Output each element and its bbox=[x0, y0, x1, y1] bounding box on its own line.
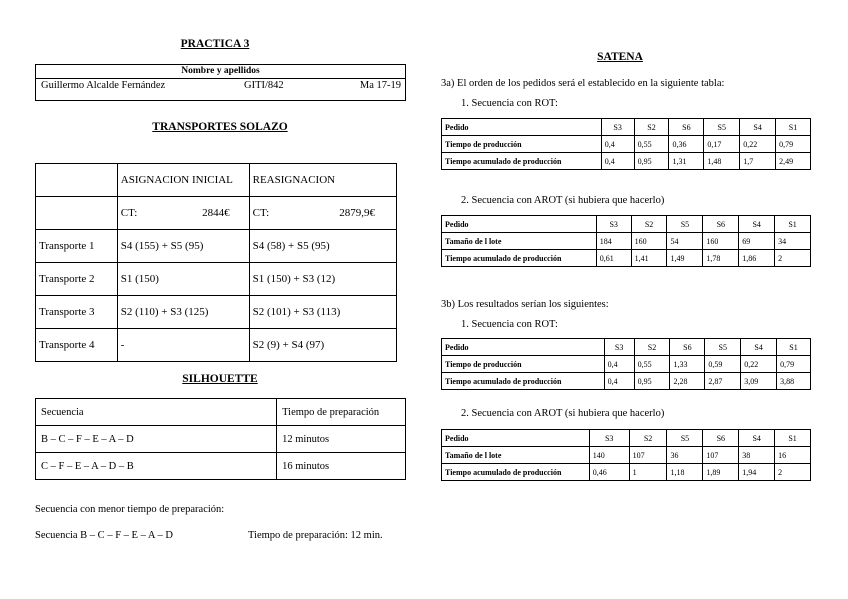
table-cell: 0,55 bbox=[634, 136, 669, 153]
table-cell: S3 bbox=[596, 216, 631, 233]
table-cell: 2,28 bbox=[670, 373, 705, 390]
rot-label: 1. Secuencia con ROT: bbox=[461, 319, 558, 330]
table-cell: 54 bbox=[667, 233, 703, 250]
transportes-table bbox=[35, 163, 397, 362]
table-cell: Tiempo acumulado de producción bbox=[442, 464, 590, 481]
table-cell: 3,88 bbox=[777, 373, 811, 390]
table-cell: 1,48 bbox=[704, 153, 740, 170]
col-secuencia: Secuencia bbox=[36, 399, 277, 426]
transport-reassign: S2 (9) + S4 (97) bbox=[249, 329, 396, 362]
col-asignacion-inicial: ASIGNACION INICIAL bbox=[117, 164, 249, 197]
student-name: Guillermo Alcalde Fernández bbox=[41, 80, 166, 91]
transport-initial: S4 (155) + S5 (95) bbox=[117, 230, 249, 263]
silhouette-title: SILHOUETTE bbox=[182, 373, 258, 385]
table-row bbox=[442, 373, 811, 390]
table-cell: Tiempo de producción bbox=[442, 356, 605, 373]
table-cell: 0,95 bbox=[634, 153, 669, 170]
table-cell: 0,79 bbox=[776, 136, 811, 153]
table-cell: 1,31 bbox=[669, 153, 704, 170]
table-cell: S6 bbox=[670, 339, 705, 356]
table-row bbox=[36, 426, 406, 453]
table-cell: S5 bbox=[667, 216, 703, 233]
table-cell: 140 bbox=[589, 447, 629, 464]
transport-initial: S2 (110) + S3 (125) bbox=[117, 296, 249, 329]
table-cell: S5 bbox=[704, 119, 740, 136]
transportes-title: TRANSPORTES SOLAZO bbox=[152, 121, 288, 133]
table-cell: 0,61 bbox=[596, 250, 631, 267]
table-row bbox=[442, 250, 811, 267]
table-row bbox=[442, 216, 811, 233]
table-cell: S6 bbox=[703, 216, 739, 233]
table-cell: S2 bbox=[631, 216, 667, 233]
table-cell: 0,36 bbox=[669, 136, 704, 153]
summary-label: Secuencia con menor tiempo de preparación: bbox=[35, 504, 225, 515]
table-cell: 34 bbox=[775, 233, 811, 250]
table-cell: S1 bbox=[776, 119, 811, 136]
ct-label: CT: bbox=[252, 207, 270, 219]
table-cell: 0,22 bbox=[741, 356, 777, 373]
table-row bbox=[442, 339, 811, 356]
rot-label: 1. Secuencia con ROT: bbox=[461, 98, 558, 109]
rot-table-b bbox=[441, 338, 811, 390]
table-cell: 0,95 bbox=[634, 373, 670, 390]
table-row bbox=[36, 296, 397, 329]
table-cell: 1,94 bbox=[739, 464, 775, 481]
intro-3a: 3a) El orden de los pedidos será el establecido en la siguiente tabla: bbox=[441, 78, 725, 89]
practica-title: PRACTICA 3 bbox=[180, 38, 250, 50]
table-cell: S5 bbox=[705, 339, 741, 356]
table-cell: 16 bbox=[775, 447, 811, 464]
table-row bbox=[442, 430, 811, 447]
table-cell: Pedido bbox=[442, 339, 605, 356]
table-row bbox=[442, 119, 811, 136]
table-cell: 1,86 bbox=[739, 250, 775, 267]
table-cell: 107 bbox=[703, 447, 739, 464]
table-row bbox=[442, 136, 811, 153]
best-time: Tiempo de preparación: 12 min. bbox=[248, 530, 383, 541]
table-cell: 2 bbox=[775, 464, 811, 481]
table-cell: 1 bbox=[629, 464, 667, 481]
table-cell: 1,33 bbox=[670, 356, 705, 373]
transport-name: Transporte 2 bbox=[36, 263, 118, 296]
col-tiempo-preparacion: Tiempo de preparación bbox=[277, 399, 406, 426]
sequence: B – C – F – E – A – D bbox=[36, 426, 277, 453]
prep-time: 12 minutos bbox=[277, 426, 406, 453]
table-cell: Pedido bbox=[442, 119, 602, 136]
table-cell: 2,49 bbox=[776, 153, 811, 170]
table-cell: Tiempo acumulado de producción bbox=[442, 250, 597, 267]
col-reasignacion: REASIGNACION bbox=[249, 164, 396, 197]
transport-reassign: S1 (150) + S3 (12) bbox=[249, 263, 396, 296]
table-cell: S4 bbox=[741, 339, 777, 356]
table-cell: 1,18 bbox=[667, 464, 703, 481]
rot-table-a bbox=[441, 118, 811, 170]
table-cell: 38 bbox=[739, 447, 775, 464]
satena-title: SATENA bbox=[597, 51, 643, 63]
table-row bbox=[36, 164, 397, 197]
table-cell: Pedido bbox=[442, 216, 597, 233]
student-info-header: Nombre y apellidos bbox=[36, 65, 405, 79]
table-row bbox=[36, 399, 406, 426]
table-cell: 0,4 bbox=[604, 356, 634, 373]
table-cell: 0,46 bbox=[589, 464, 629, 481]
table-cell: 160 bbox=[631, 233, 667, 250]
table-cell: S4 bbox=[739, 430, 775, 447]
table-cell: 0,4 bbox=[604, 373, 634, 390]
arot-table-b bbox=[441, 429, 811, 481]
table-cell: S3 bbox=[604, 339, 634, 356]
student-group: GITI/842 bbox=[244, 80, 284, 91]
table-row bbox=[442, 356, 811, 373]
table-cell: 2 bbox=[775, 250, 811, 267]
table-cell: 0,22 bbox=[740, 136, 776, 153]
table-cell: 184 bbox=[596, 233, 631, 250]
transport-name: Transporte 4 bbox=[36, 329, 118, 362]
ct-label: CT: bbox=[120, 207, 138, 219]
arot-table-a bbox=[441, 215, 811, 267]
table-row bbox=[442, 153, 811, 170]
transport-initial: - bbox=[117, 329, 249, 362]
table-cell: 0,55 bbox=[634, 356, 670, 373]
table-cell: S2 bbox=[629, 430, 667, 447]
table-row bbox=[36, 197, 397, 230]
table-cell: Tiempo acumulado de producción bbox=[442, 153, 602, 170]
table-cell: S4 bbox=[739, 216, 775, 233]
table-row bbox=[36, 263, 397, 296]
table-cell: S6 bbox=[703, 430, 739, 447]
table-cell: Tiempo acumulado de producción bbox=[442, 373, 605, 390]
ct-initial-value: 2844€ bbox=[202, 207, 230, 219]
table-row bbox=[442, 447, 811, 464]
table-row bbox=[36, 230, 397, 263]
student-info-box bbox=[35, 64, 406, 101]
table-cell: Tamaño de l lote bbox=[442, 447, 590, 464]
transport-name: Transporte 1 bbox=[36, 230, 118, 263]
table-row bbox=[442, 233, 811, 250]
table-cell: 160 bbox=[703, 233, 739, 250]
table-row bbox=[36, 453, 406, 480]
table-cell: 1,41 bbox=[631, 250, 667, 267]
ct-reassign-value: 2879,9€ bbox=[339, 207, 375, 219]
table-cell: S3 bbox=[589, 430, 629, 447]
table-row bbox=[36, 329, 397, 362]
student-schedule: Ma 17-19 bbox=[359, 80, 401, 91]
best-sequence: Secuencia B – C – F – E – A – D bbox=[35, 530, 173, 541]
sequence: C – F – E – A – D – B bbox=[36, 453, 277, 480]
table-cell: S2 bbox=[634, 119, 669, 136]
table-cell: 0,4 bbox=[601, 153, 634, 170]
table-cell: Pedido bbox=[442, 430, 590, 447]
arot-label: 2. Secuencia con AROT (si hubiera que hacerlo) bbox=[461, 408, 665, 419]
transport-name: Transporte 3 bbox=[36, 296, 118, 329]
table-cell: 0,79 bbox=[777, 356, 811, 373]
table-cell: 107 bbox=[629, 447, 667, 464]
table-cell: 1,49 bbox=[667, 250, 703, 267]
table-cell: S1 bbox=[775, 430, 811, 447]
table-cell: S1 bbox=[777, 339, 811, 356]
arot-label: 2. Secuencia con AROT (si hubiera que hacerlo) bbox=[461, 195, 665, 206]
table-cell: 1,78 bbox=[703, 250, 739, 267]
silhouette-table bbox=[35, 398, 406, 480]
table-cell: Tiempo de producción bbox=[442, 136, 602, 153]
table-cell: S3 bbox=[601, 119, 634, 136]
table-cell: S6 bbox=[669, 119, 704, 136]
table-cell: S1 bbox=[775, 216, 811, 233]
table-cell: 0,17 bbox=[704, 136, 740, 153]
table-cell: 36 bbox=[667, 447, 703, 464]
table-cell: 69 bbox=[739, 233, 775, 250]
table-cell: 1,89 bbox=[703, 464, 739, 481]
table-cell: S4 bbox=[740, 119, 776, 136]
table-cell: Tamaño de l lote bbox=[442, 233, 597, 250]
table-cell: 0,59 bbox=[705, 356, 741, 373]
transport-reassign: S2 (101) + S3 (113) bbox=[249, 296, 396, 329]
table-cell: 0,4 bbox=[601, 136, 634, 153]
transport-initial: S1 (150) bbox=[117, 263, 249, 296]
prep-time: 16 minutos bbox=[277, 453, 406, 480]
table-cell: S2 bbox=[634, 339, 670, 356]
table-cell: S5 bbox=[667, 430, 703, 447]
table-cell: 3,09 bbox=[741, 373, 777, 390]
table-cell: 2,87 bbox=[705, 373, 741, 390]
transport-reassign: S4 (58) + S5 (95) bbox=[249, 230, 396, 263]
table-cell: 1,7 bbox=[740, 153, 776, 170]
table-row bbox=[442, 464, 811, 481]
intro-3b: 3b) Los resultados serían los siguientes: bbox=[441, 299, 609, 310]
